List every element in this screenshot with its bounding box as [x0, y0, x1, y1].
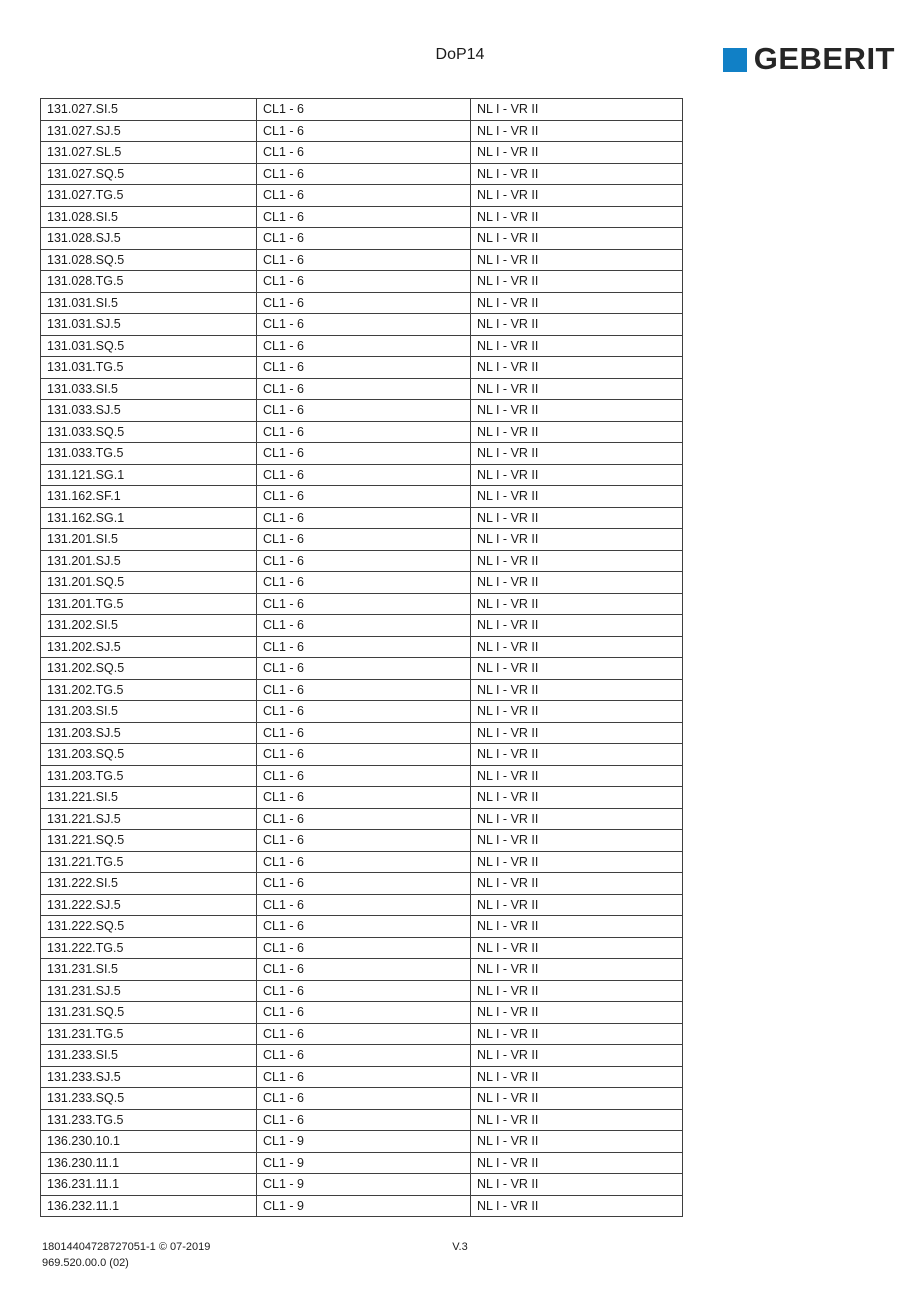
class-cell: CL1 - 6: [257, 1066, 471, 1088]
table-row: [41, 894, 683, 916]
article-number-cell: 131.202.SJ.5: [41, 636, 257, 658]
article-number-cell: 131.233.TG.5: [41, 1109, 257, 1131]
class-cell: CL1 - 6: [257, 916, 471, 938]
article-number-cell: 131.027.SQ.5: [41, 163, 257, 185]
article-number-cell: 136.230.11.1: [41, 1152, 257, 1174]
article-number-cell: 131.222.SJ.5: [41, 894, 257, 916]
table-row: [41, 1045, 683, 1067]
article-number-cell: 131.203.SI.5: [41, 701, 257, 723]
class-cell: CL1 - 6: [257, 142, 471, 164]
article-number-cell: 131.028.SI.5: [41, 206, 257, 228]
table-row: [41, 701, 683, 723]
range-cell: NL I - VR II: [471, 464, 683, 486]
class-cell: CL1 - 6: [257, 1045, 471, 1067]
class-cell: CL1 - 9: [257, 1195, 471, 1217]
table-row: [41, 808, 683, 830]
table-row: [41, 142, 683, 164]
range-cell: NL I - VR II: [471, 679, 683, 701]
range-cell: NL I - VR II: [471, 206, 683, 228]
range-cell: NL I - VR II: [471, 99, 683, 121]
range-cell: NL I - VR II: [471, 937, 683, 959]
table-row: [41, 980, 683, 1002]
article-number-cell: 131.221.SJ.5: [41, 808, 257, 830]
table-row: [41, 163, 683, 185]
article-number-cell: 131.121.SG.1: [41, 464, 257, 486]
range-cell: NL I - VR II: [471, 163, 683, 185]
article-number-cell: 131.222.SQ.5: [41, 916, 257, 938]
class-cell: CL1 - 9: [257, 1152, 471, 1174]
article-number-cell: 131.202.SQ.5: [41, 658, 257, 680]
range-cell: NL I - VR II: [471, 443, 683, 465]
range-cell: NL I - VR II: [471, 572, 683, 594]
range-cell: NL I - VR II: [471, 1066, 683, 1088]
article-number-cell: 136.231.11.1: [41, 1174, 257, 1196]
range-cell: NL I - VR II: [471, 120, 683, 142]
table-row: [41, 658, 683, 680]
footer-doc-number: 18014404728727051-1 © 07-2019: [42, 1241, 211, 1253]
class-cell: CL1 - 6: [257, 1023, 471, 1045]
table-row: [41, 722, 683, 744]
class-cell: CL1 - 6: [257, 894, 471, 916]
range-cell: NL I - VR II: [471, 507, 683, 529]
range-cell: NL I - VR II: [471, 722, 683, 744]
article-number-cell: 136.230.10.1: [41, 1131, 257, 1153]
table-row: [41, 1131, 683, 1153]
product-table: [40, 98, 683, 1217]
range-cell: NL I - VR II: [471, 658, 683, 680]
range-cell: NL I - VR II: [471, 744, 683, 766]
table-row: [41, 1066, 683, 1088]
table-row: [41, 593, 683, 615]
article-number-cell: 131.031.TG.5: [41, 357, 257, 379]
article-number-cell: 131.221.TG.5: [41, 851, 257, 873]
class-cell: CL1 - 6: [257, 529, 471, 551]
table-row: [41, 249, 683, 271]
table-row: [41, 443, 683, 465]
footer-material-number: 969.520.00.0 (02): [42, 1257, 129, 1269]
geberit-logo-text: GEBERIT: [753, 41, 895, 76]
class-cell: CL1 - 6: [257, 873, 471, 895]
range-cell: NL I - VR II: [471, 1109, 683, 1131]
class-cell: CL1 - 6: [257, 744, 471, 766]
article-number-cell: 131.231.SI.5: [41, 959, 257, 981]
article-number-cell: 131.031.SQ.5: [41, 335, 257, 357]
class-cell: CL1 - 6: [257, 314, 471, 336]
class-cell: CL1 - 6: [257, 271, 471, 293]
class-cell: CL1 - 6: [257, 335, 471, 357]
table-row: [41, 873, 683, 895]
class-cell: CL1 - 6: [257, 486, 471, 508]
range-cell: NL I - VR II: [471, 314, 683, 336]
article-number-cell: 131.027.SL.5: [41, 142, 257, 164]
table-row: [41, 206, 683, 228]
table-row: [41, 1023, 683, 1045]
class-cell: CL1 - 6: [257, 679, 471, 701]
class-cell: CL1 - 6: [257, 120, 471, 142]
table-row: [41, 99, 683, 121]
table-row: [41, 937, 683, 959]
class-cell: CL1 - 6: [257, 443, 471, 465]
range-cell: NL I - VR II: [471, 1045, 683, 1067]
article-number-cell: 131.033.SQ.5: [41, 421, 257, 443]
article-number-cell: 131.231.TG.5: [41, 1023, 257, 1045]
table-row: [41, 1174, 683, 1196]
page-title: DoP14: [435, 46, 485, 63]
table-row: [41, 1195, 683, 1217]
article-number-cell: 131.031.SI.5: [41, 292, 257, 314]
table-row: [41, 1152, 683, 1174]
table-row: [41, 916, 683, 938]
range-cell: NL I - VR II: [471, 808, 683, 830]
class-cell: CL1 - 6: [257, 163, 471, 185]
class-cell: CL1 - 6: [257, 292, 471, 314]
range-cell: NL I - VR II: [471, 1174, 683, 1196]
article-number-cell: 131.027.TG.5: [41, 185, 257, 207]
range-cell: NL I - VR II: [471, 292, 683, 314]
class-cell: CL1 - 6: [257, 937, 471, 959]
class-cell: CL1 - 6: [257, 615, 471, 637]
class-cell: CL1 - 6: [257, 507, 471, 529]
table-row: [41, 314, 683, 336]
class-cell: CL1 - 6: [257, 658, 471, 680]
article-number-cell: 131.202.TG.5: [41, 679, 257, 701]
article-number-cell: 131.162.SG.1: [41, 507, 257, 529]
class-cell: CL1 - 6: [257, 722, 471, 744]
table-row: [41, 228, 683, 250]
class-cell: CL1 - 6: [257, 808, 471, 830]
article-number-cell: 131.201.SJ.5: [41, 550, 257, 572]
range-cell: NL I - VR II: [471, 1152, 683, 1174]
range-cell: NL I - VR II: [471, 765, 683, 787]
table-row: [41, 400, 683, 422]
range-cell: NL I - VR II: [471, 701, 683, 723]
table-row: [41, 636, 683, 658]
range-cell: NL I - VR II: [471, 142, 683, 164]
article-number-cell: 131.028.SJ.5: [41, 228, 257, 250]
class-cell: CL1 - 9: [257, 1131, 471, 1153]
footer-left-block: [42, 1239, 210, 1271]
range-cell: NL I - VR II: [471, 486, 683, 508]
class-cell: CL1 - 6: [257, 464, 471, 486]
range-cell: NL I - VR II: [471, 1131, 683, 1153]
class-cell: CL1 - 6: [257, 249, 471, 271]
class-cell: CL1 - 6: [257, 550, 471, 572]
range-cell: NL I - VR II: [471, 249, 683, 271]
class-cell: CL1 - 6: [257, 787, 471, 809]
table-row: [41, 959, 683, 981]
range-cell: NL I - VR II: [471, 378, 683, 400]
article-number-cell: 131.231.SQ.5: [41, 1002, 257, 1024]
range-cell: NL I - VR II: [471, 357, 683, 379]
range-cell: NL I - VR II: [471, 228, 683, 250]
range-cell: NL I - VR II: [471, 529, 683, 551]
range-cell: NL I - VR II: [471, 593, 683, 615]
class-cell: CL1 - 6: [257, 851, 471, 873]
table-row: [41, 507, 683, 529]
table-row: [41, 335, 683, 357]
table-row: [41, 292, 683, 314]
range-cell: NL I - VR II: [471, 959, 683, 981]
table-row: [41, 679, 683, 701]
article-number-cell: 131.203.SQ.5: [41, 744, 257, 766]
class-cell: CL1 - 6: [257, 378, 471, 400]
article-number-cell: 131.221.SQ.5: [41, 830, 257, 852]
range-cell: NL I - VR II: [471, 1088, 683, 1110]
table-row: [41, 1109, 683, 1131]
class-cell: CL1 - 6: [257, 99, 471, 121]
article-number-cell: 131.028.SQ.5: [41, 249, 257, 271]
article-number-cell: 131.033.SI.5: [41, 378, 257, 400]
class-cell: CL1 - 6: [257, 765, 471, 787]
range-cell: NL I - VR II: [471, 1002, 683, 1024]
range-cell: NL I - VR II: [471, 636, 683, 658]
class-cell: CL1 - 6: [257, 980, 471, 1002]
class-cell: CL1 - 6: [257, 1002, 471, 1024]
article-number-cell: 131.162.SF.1: [41, 486, 257, 508]
class-cell: CL1 - 6: [257, 593, 471, 615]
range-cell: NL I - VR II: [471, 894, 683, 916]
table-row: [41, 185, 683, 207]
table-row: [41, 378, 683, 400]
class-cell: CL1 - 6: [257, 421, 471, 443]
article-number-cell: 131.233.SJ.5: [41, 1066, 257, 1088]
class-cell: CL1 - 6: [257, 1109, 471, 1131]
table-row: [41, 787, 683, 809]
version-label: V.3: [452, 1241, 468, 1253]
table-row: [41, 464, 683, 486]
article-number-cell: 131.221.SI.5: [41, 787, 257, 809]
article-number-cell: 131.233.SQ.5: [41, 1088, 257, 1110]
article-number-cell: 131.028.TG.5: [41, 271, 257, 293]
article-number-cell: 131.203.SJ.5: [41, 722, 257, 744]
range-cell: NL I - VR II: [471, 271, 683, 293]
range-cell: NL I - VR II: [471, 550, 683, 572]
class-cell: CL1 - 9: [257, 1174, 471, 1196]
table-row: [41, 1002, 683, 1024]
range-cell: NL I - VR II: [471, 400, 683, 422]
range-cell: NL I - VR II: [471, 851, 683, 873]
table-row: [41, 615, 683, 637]
class-cell: CL1 - 6: [257, 206, 471, 228]
product-table-body: [41, 99, 683, 1217]
range-cell: NL I - VR II: [471, 421, 683, 443]
article-number-cell: 136.232.11.1: [41, 1195, 257, 1217]
article-number-cell: 131.222.SI.5: [41, 873, 257, 895]
table-row: [41, 830, 683, 852]
article-number-cell: 131.027.SJ.5: [41, 120, 257, 142]
table-row: [41, 271, 683, 293]
table-row: [41, 529, 683, 551]
article-number-cell: 131.027.SI.5: [41, 99, 257, 121]
class-cell: CL1 - 6: [257, 1088, 471, 1110]
geberit-logo: [723, 43, 895, 74]
range-cell: NL I - VR II: [471, 916, 683, 938]
table-row: [41, 486, 683, 508]
table-row: [41, 744, 683, 766]
table-row: [41, 765, 683, 787]
range-cell: NL I - VR II: [471, 830, 683, 852]
article-number-cell: 131.233.SI.5: [41, 1045, 257, 1067]
article-number-cell: 131.222.TG.5: [41, 937, 257, 959]
class-cell: CL1 - 6: [257, 400, 471, 422]
table-row: [41, 120, 683, 142]
article-number-cell: 131.201.SQ.5: [41, 572, 257, 594]
article-number-cell: 131.231.SJ.5: [41, 980, 257, 1002]
class-cell: CL1 - 6: [257, 959, 471, 981]
article-number-cell: 131.203.TG.5: [41, 765, 257, 787]
class-cell: CL1 - 6: [257, 228, 471, 250]
class-cell: CL1 - 6: [257, 636, 471, 658]
article-number-cell: 131.202.SI.5: [41, 615, 257, 637]
table-row: [41, 550, 683, 572]
class-cell: CL1 - 6: [257, 357, 471, 379]
range-cell: NL I - VR II: [471, 1195, 683, 1217]
table-row: [41, 851, 683, 873]
class-cell: CL1 - 6: [257, 701, 471, 723]
range-cell: NL I - VR II: [471, 787, 683, 809]
class-cell: CL1 - 6: [257, 572, 471, 594]
table-row: [41, 421, 683, 443]
range-cell: NL I - VR II: [471, 873, 683, 895]
class-cell: CL1 - 6: [257, 830, 471, 852]
range-cell: NL I - VR II: [471, 980, 683, 1002]
table-row: [41, 572, 683, 594]
article-number-cell: 131.201.SI.5: [41, 529, 257, 551]
article-number-cell: 131.031.SJ.5: [41, 314, 257, 336]
range-cell: NL I - VR II: [471, 615, 683, 637]
article-number-cell: 131.201.TG.5: [41, 593, 257, 615]
class-cell: CL1 - 6: [257, 185, 471, 207]
range-cell: NL I - VR II: [471, 335, 683, 357]
article-number-cell: 131.033.TG.5: [41, 443, 257, 465]
table-row: [41, 357, 683, 379]
range-cell: NL I - VR II: [471, 1023, 683, 1045]
article-number-cell: 131.033.SJ.5: [41, 400, 257, 422]
range-cell: NL I - VR II: [471, 185, 683, 207]
table-row: [41, 1088, 683, 1110]
geberit-logo-square-icon: [723, 48, 747, 72]
